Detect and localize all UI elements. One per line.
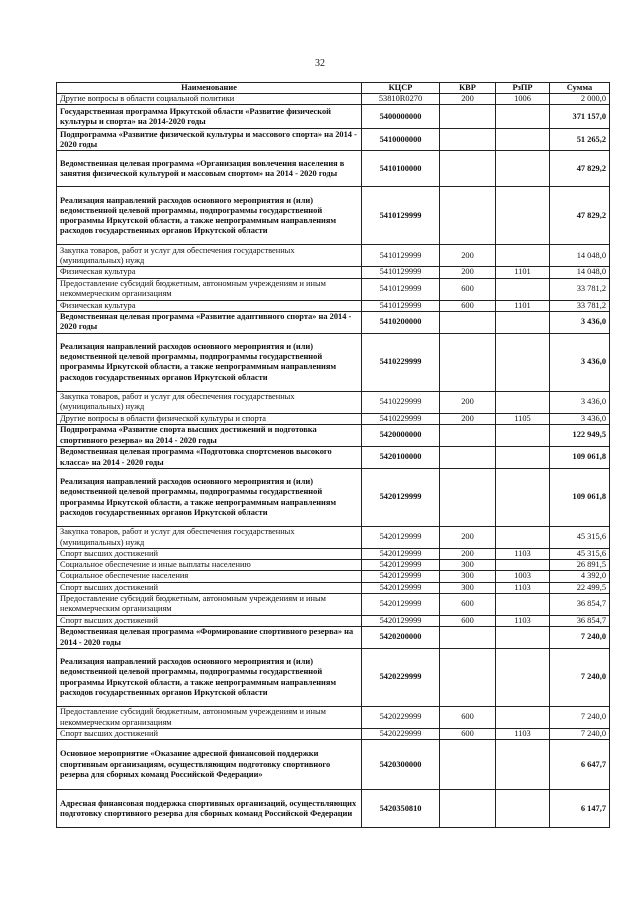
kcsr-cell: 5410229999	[362, 333, 440, 391]
name-cell: Адресная финансовая поддержка спортивных организаций, осуществляющих подготовку спортивного резерва для сборных команд Российской Федерации	[57, 790, 362, 828]
name-cell: Ведомственная целевая программа «Подготовка спортсменов высокого класса» на 2014 - 2020 годы	[57, 447, 362, 469]
kcsr-cell: 5410129999	[362, 187, 440, 245]
kvr-cell: 600	[440, 729, 496, 740]
rzpr-cell: 1103	[496, 615, 550, 626]
table-row	[57, 267, 610, 278]
sum-cell: 36 854,7	[550, 615, 610, 626]
table-row	[57, 627, 610, 649]
kvr-cell: 200	[440, 527, 496, 549]
header-kcsr: КЦСР	[362, 83, 440, 94]
table-body	[57, 94, 610, 828]
kcsr-cell: 5420129999	[362, 560, 440, 571]
rzpr-cell: 1103	[496, 582, 550, 593]
kcsr-cell: 5420229999	[362, 729, 440, 740]
rzpr-cell	[496, 129, 550, 151]
kcsr-cell: 53810R0270	[362, 94, 440, 105]
kvr-cell: 300	[440, 571, 496, 582]
table-row	[57, 593, 610, 615]
rzpr-cell	[496, 740, 550, 790]
sum-cell: 7 240,0	[550, 729, 610, 740]
name-cell: Реализация направлений расходов основного мероприятия и (или) ведомственной целевой программы, подпрограммы государственной программы Иркутской области, а также непрограммным направлениям расходов государственных органов Иркутской области	[57, 333, 362, 391]
sum-cell: 47 829,2	[550, 151, 610, 187]
kcsr-cell: 5420000000	[362, 425, 440, 447]
table-row	[57, 571, 610, 582]
kcsr-cell: 5420300000	[362, 740, 440, 790]
rzpr-cell	[496, 447, 550, 469]
kcsr-cell: 5420350810	[362, 790, 440, 828]
name-cell: Ведомственная целевая программа «Развитие адаптивного спорта» на 2014 - 2020 годы	[57, 311, 362, 333]
kvr-cell	[440, 311, 496, 333]
table-row	[57, 549, 610, 560]
rzpr-cell	[496, 649, 550, 707]
table-row	[57, 105, 610, 129]
kvr-cell	[440, 740, 496, 790]
table-row	[57, 469, 610, 527]
kcsr-cell: 5410129999	[362, 245, 440, 267]
name-cell: Реализация направлений расходов основного мероприятия и (или) ведомственной целевой программы, подпрограммы государственной программы Иркутской области, а также непрограммным направлениям расходов государственных органов Иркутской области	[57, 469, 362, 527]
table-row	[57, 615, 610, 626]
table-row	[57, 187, 610, 245]
kvr-cell: 200	[440, 94, 496, 105]
kvr-cell	[440, 333, 496, 391]
rzpr-cell: 1103	[496, 729, 550, 740]
table-row	[57, 790, 610, 828]
table-row	[57, 649, 610, 707]
name-cell: Спорт высших достижений	[57, 729, 362, 740]
table-row	[57, 94, 610, 105]
kcsr-cell: 5410000000	[362, 129, 440, 151]
table-row	[57, 391, 610, 413]
rzpr-cell	[496, 425, 550, 447]
rzpr-cell: 1003	[496, 571, 550, 582]
sum-cell: 3 436,0	[550, 391, 610, 413]
sum-cell: 371 157,0	[550, 105, 610, 129]
sum-cell: 122 949,5	[550, 425, 610, 447]
sum-cell: 6 147,7	[550, 790, 610, 828]
kcsr-cell: 5410229999	[362, 413, 440, 424]
kvr-cell	[440, 105, 496, 129]
header-sum: Сумма	[550, 83, 610, 94]
name-cell: Ведомственная целевая программа «Формирование спортивного резерва» на 2014 - 2020 годы	[57, 627, 362, 649]
sum-cell: 109 061,8	[550, 447, 610, 469]
table-row	[57, 151, 610, 187]
page-number: 32	[315, 58, 325, 69]
rzpr-cell	[496, 187, 550, 245]
name-cell: Подпрограмма «Развитие спорта высших достижений и подготовка спортивного резерва» на 2014 - 2020 годы	[57, 425, 362, 447]
kcsr-cell: 5400000000	[362, 105, 440, 129]
table-row	[57, 560, 610, 571]
kvr-cell: 200	[440, 267, 496, 278]
sum-cell: 3 436,0	[550, 311, 610, 333]
kvr-cell	[440, 129, 496, 151]
sum-cell: 26 891,5	[550, 560, 610, 571]
name-cell: Социальное обеспечение и иные выплаты населению	[57, 560, 362, 571]
kvr-cell	[440, 469, 496, 527]
sum-cell: 109 061,8	[550, 469, 610, 527]
rzpr-cell	[496, 245, 550, 267]
rzpr-cell	[496, 790, 550, 828]
table-row	[57, 582, 610, 593]
rzpr-cell	[496, 311, 550, 333]
rzpr-cell	[496, 627, 550, 649]
name-cell: Государственная программа Иркутской области «Развитие физической культуры и спорта» на 2014-2020 годы	[57, 105, 362, 129]
sum-cell: 45 315,6	[550, 549, 610, 560]
sum-cell: 7 240,0	[550, 627, 610, 649]
sum-cell: 33 781,2	[550, 278, 610, 300]
name-cell: Закупка товаров, работ и услуг для обеспечения государственных (муниципальных) нужд	[57, 245, 362, 267]
sum-cell: 4 392,0	[550, 571, 610, 582]
kvr-cell: 200	[440, 413, 496, 424]
kvr-cell: 200	[440, 549, 496, 560]
name-cell: Реализация направлений расходов основного мероприятия и (или) ведомственной целевой программы, подпрограммы государственной программы Иркутской области, а также непрограммным направлениям расходов государственных органов Иркутской области	[57, 187, 362, 245]
rzpr-cell	[496, 391, 550, 413]
name-cell: Ведомственная целевая программа «Организация вовлечения населения в занятия физической культурой и массовым спортом» на 2014 - 2020 годы	[57, 151, 362, 187]
kcsr-cell: 5420129999	[362, 527, 440, 549]
kvr-cell: 600	[440, 593, 496, 615]
sum-cell: 51 265,2	[550, 129, 610, 151]
kcsr-cell: 5420100000	[362, 447, 440, 469]
sum-cell: 3 436,0	[550, 413, 610, 424]
name-cell: Закупка товаров, работ и услуг для обеспечения государственных (муниципальных) нужд	[57, 527, 362, 549]
kcsr-cell: 5420129999	[362, 571, 440, 582]
sum-cell: 45 315,6	[550, 527, 610, 549]
kcsr-cell: 5420129999	[362, 615, 440, 626]
table-row	[57, 527, 610, 549]
rzpr-cell: 1105	[496, 413, 550, 424]
kvr-cell: 600	[440, 707, 496, 729]
kcsr-cell: 5420129999	[362, 469, 440, 527]
header-rzpr: РзПР	[496, 83, 550, 94]
kcsr-cell: 5420129999	[362, 582, 440, 593]
kcsr-cell: 5420129999	[362, 549, 440, 560]
kvr-cell	[440, 649, 496, 707]
kcsr-cell: 5410129999	[362, 300, 440, 311]
name-cell: Спорт высших достижений	[57, 615, 362, 626]
table-row	[57, 245, 610, 267]
table-row	[57, 311, 610, 333]
kvr-cell: 200	[440, 391, 496, 413]
sum-cell: 33 781,2	[550, 300, 610, 311]
rzpr-cell: 1101	[496, 300, 550, 311]
kcsr-cell: 5410229999	[362, 391, 440, 413]
table-row	[57, 333, 610, 391]
rzpr-cell: 1006	[496, 94, 550, 105]
kvr-cell: 600	[440, 300, 496, 311]
sum-cell: 47 829,2	[550, 187, 610, 245]
rzpr-cell	[496, 707, 550, 729]
table-row	[57, 300, 610, 311]
rzpr-cell: 1103	[496, 549, 550, 560]
sum-cell: 6 647,7	[550, 740, 610, 790]
rzpr-cell	[496, 105, 550, 129]
rzpr-cell	[496, 151, 550, 187]
kvr-cell	[440, 425, 496, 447]
rzpr-cell: 1101	[496, 267, 550, 278]
name-cell: Предоставление субсидий бюджетным, автономным учреждениям и иным некоммерческим организациям	[57, 278, 362, 300]
table-row	[57, 707, 610, 729]
kvr-cell	[440, 447, 496, 469]
sum-cell: 14 048,0	[550, 245, 610, 267]
kcsr-cell: 5420229999	[362, 707, 440, 729]
name-cell: Физическая культура	[57, 300, 362, 311]
table-row	[57, 129, 610, 151]
name-cell: Основное мероприятие «Оказание адресной финансовой поддержки спортивным организациям, осуществляющим подготовку спортивного резерва для сборных команд Российской Федерации»	[57, 740, 362, 790]
header-kvr: КВР	[440, 83, 496, 94]
kcsr-cell: 5420229999	[362, 649, 440, 707]
kcsr-cell: 5410100000	[362, 151, 440, 187]
sum-cell: 3 436,0	[550, 333, 610, 391]
rzpr-cell	[496, 333, 550, 391]
table-row	[57, 413, 610, 424]
kvr-cell: 600	[440, 615, 496, 626]
kcsr-cell: 5420200000	[362, 627, 440, 649]
name-cell: Закупка товаров, работ и услуг для обеспечения государственных (муниципальных) нужд	[57, 391, 362, 413]
kvr-cell: 200	[440, 245, 496, 267]
name-cell: Другие вопросы в области социальной политики	[57, 94, 362, 105]
rzpr-cell	[496, 527, 550, 549]
sum-cell: 7 240,0	[550, 649, 610, 707]
budget-table	[56, 82, 610, 828]
kvr-cell: 600	[440, 278, 496, 300]
name-cell: Подпрограмма «Развитие физической культуры и массового спорта» на 2014 - 2020 годы	[57, 129, 362, 151]
table-row	[57, 425, 610, 447]
kvr-cell	[440, 187, 496, 245]
kvr-cell: 300	[440, 560, 496, 571]
rzpr-cell	[496, 593, 550, 615]
name-cell: Физическая культура	[57, 267, 362, 278]
sum-cell: 7 240,0	[550, 707, 610, 729]
kvr-cell: 300	[440, 582, 496, 593]
kvr-cell	[440, 790, 496, 828]
name-cell: Спорт высших достижений	[57, 582, 362, 593]
sum-cell: 22 499,5	[550, 582, 610, 593]
kvr-cell	[440, 151, 496, 187]
kcsr-cell: 5410200000	[362, 311, 440, 333]
name-cell: Реализация направлений расходов основного мероприятия и (или) ведомственной целевой программы, подпрограммы государственной программы Иркутской области, а также непрограммным направлениям расходов государственных органов Иркутской области	[57, 649, 362, 707]
table-row	[57, 278, 610, 300]
kcsr-cell: 5420129999	[362, 593, 440, 615]
table-row	[57, 447, 610, 469]
name-cell: Спорт высших достижений	[57, 549, 362, 560]
name-cell: Предоставление субсидий бюджетным, автономным учреждениям и иным некоммерческим организациям	[57, 707, 362, 729]
name-cell: Социальное обеспечение населения	[57, 571, 362, 582]
kvr-cell	[440, 627, 496, 649]
sum-cell: 36 854,7	[550, 593, 610, 615]
sum-cell: 14 048,0	[550, 267, 610, 278]
name-cell: Предоставление субсидий бюджетным, автономным учреждениям и иным некоммерческим организациям	[57, 593, 362, 615]
table-row	[57, 729, 610, 740]
rzpr-cell	[496, 560, 550, 571]
table-row	[57, 740, 610, 790]
sum-cell: 2 000,0	[550, 94, 610, 105]
header-name: Наименование	[57, 83, 362, 94]
rzpr-cell	[496, 278, 550, 300]
rzpr-cell	[496, 469, 550, 527]
kcsr-cell: 5410129999	[362, 278, 440, 300]
name-cell: Другие вопросы в области физической культуры и спорта	[57, 413, 362, 424]
table-header-row	[57, 83, 610, 94]
kcsr-cell: 5410129999	[362, 267, 440, 278]
